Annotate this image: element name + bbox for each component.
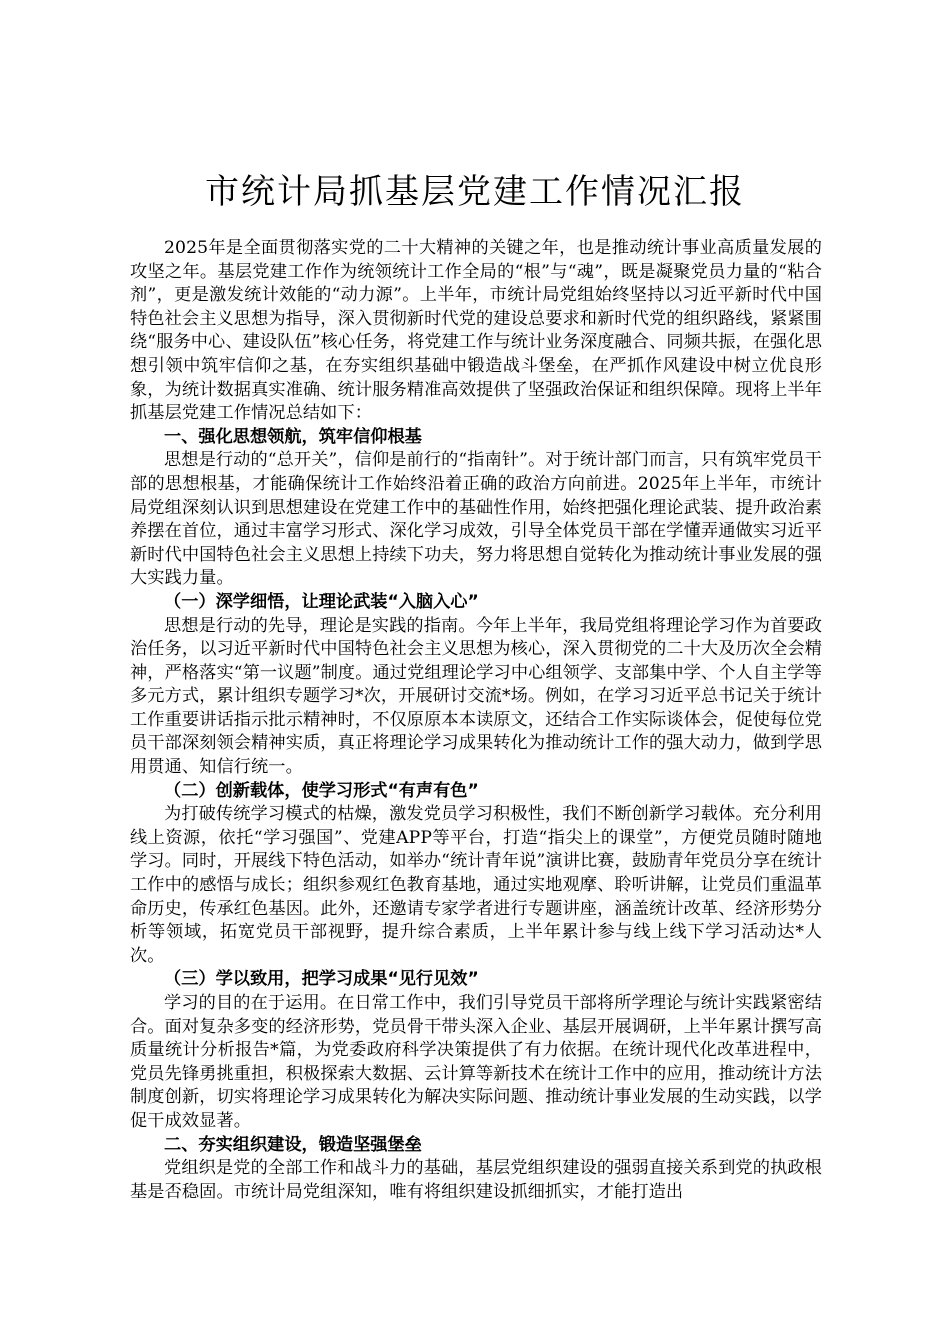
subsection-1-heading: （一）深学细悟，让理论武装“入脑入心” — [164, 591, 479, 612]
subsection-3-paragraph: 学习的目的在于运用。在日常工作中，我们引导党员干部将所学理论与统计实践紧密结合。面对复杂多变的经济形势，党员骨干带头深入企业、基层开展调研，上半年累计撰写高质量统计分析报告*篇，为党委政府科学决策提供了有力依据。在统计现代化改革进程中，党员先锋勇挑重担，积极探索大数据、云计算等新技术在统计工作中的应用，推动统计方法制度创新，切实将理论学习成果转化为解决实际问题、推动统计事业发展的生动实践，以学促干成效显著。 — [130, 993, 822, 1131]
document-title: 市统计局抓基层党建工作情况汇报 — [205, 172, 745, 212]
intro-paragraph: 2025年是全面贯彻落实党的二十大精神的关键之年，也是推动统计事业高质量发展的攻坚之年。基层党建工作作为统领统计工作全局的“根”与“魂”，既是凝聚党员力量的“粘合剂”，更是激发统计效能的“动力源”。上半年，市统计局党组始终坚持以习近平新时代中国特色社会主义思想为指导，深入贯彻新时代党的建设总要求和新时代党的组织路线，紧紧围绕“服务中心、建设队伍”核心任务，将党建工作与统计业务深度融合、同频共振，在强化思想引领中筑牢信仰之基，在夯实组织基础中锻造战斗堡垒，在严抓作风建设中树立优良形象，为统计数据真实准确、统计服务精准高效提供了坚强政治保证和组织保障。现将上半年抓基层党建工作情况总结如下： — [130, 238, 822, 424]
subsection-1-paragraph: 思想是行动的先导，理论是实践的指南。今年上半年，我局党组将理论学习作为首要政治任务，以习近平新时代中国特色社会主义思想为核心，深入贯彻党的二十大及历次全会精神，严格落实“第一议题”制度。通过党组理论学习中心组领学、支部集中学、个人自主学等多元方式，累计组织专题学习*次，开展研讨交流*场。例如，在学习习近平总书记关于统计工作重要讲话指示批示精神时，不仅原原本本读原文，还结合工作实际谈体会，促使每位党员干部深刻领会精神实质，真正将理论学习成果转化为推动统计工作的强大动力，做到学思用贯通、知信行统一。 — [130, 615, 822, 778]
section-1-paragraph: 思想是行动的“总开关”，信仰是前行的“指南针”。对于统计部门而言，只有筑牢党员干部的思想根基，才能确保统计工作始终沿着正确的政治方向前进。2025年上半年，市统计局党组深刻认识到思想建设在党建工作中的基础性作用，始终把强化理论武装、提升政治素养摆在首位，通过丰富学习形式、深化学习成效，引导全体党员干部在学懂弄通做实习近平新时代中国特色社会主义思想上持续下功夫，努力将思想自觉转化为推动统计事业发展的强大实践力量。 — [130, 450, 822, 589]
subsection-2-heading: （二）创新载体，使学习形式“有声有色” — [164, 780, 479, 801]
subsection-2-paragraph: 为打破传统学习模式的枯燥，激发党员学习积极性，我们不断创新学习载体。充分利用线上资源，依托“学习强国”、党建APP等平台，打造“指尖上的课堂”，方便党员随时随地学习。同时，开展线下特色活动，如举办“统计青年说”演讲比赛，鼓励青年党员分享在统计工作中的感悟与成长；组织参观红色教育基地，通过实地观摩、聆听讲解，让党员们重温革命历史，传承红色基因。此外，还邀请专家学者进行专题讲座，涵盖统计改革、经济形势分析等领域，拓宽党员干部视野，提升综合素质，上半年累计参与线上线下学习活动达*人次。 — [130, 804, 822, 966]
document-body — [130, 237, 822, 1204]
section-2-paragraph: 党组织是党的全部工作和战斗力的基础，基层党组织建设的强弱直接关系到党的执政根基是否稳固。市统计局党组深知，唯有将组织建设抓细抓实，才能打造出 — [130, 1158, 822, 1202]
section-1-heading: 一、强化思想领航，筑牢信仰根基 — [164, 426, 422, 447]
section-2-heading: 二、夯实组织建设，锻造坚强堡垒 — [164, 1134, 422, 1155]
subsection-3-heading: （三）学以致用，把学习成果“见行见效” — [164, 969, 479, 990]
